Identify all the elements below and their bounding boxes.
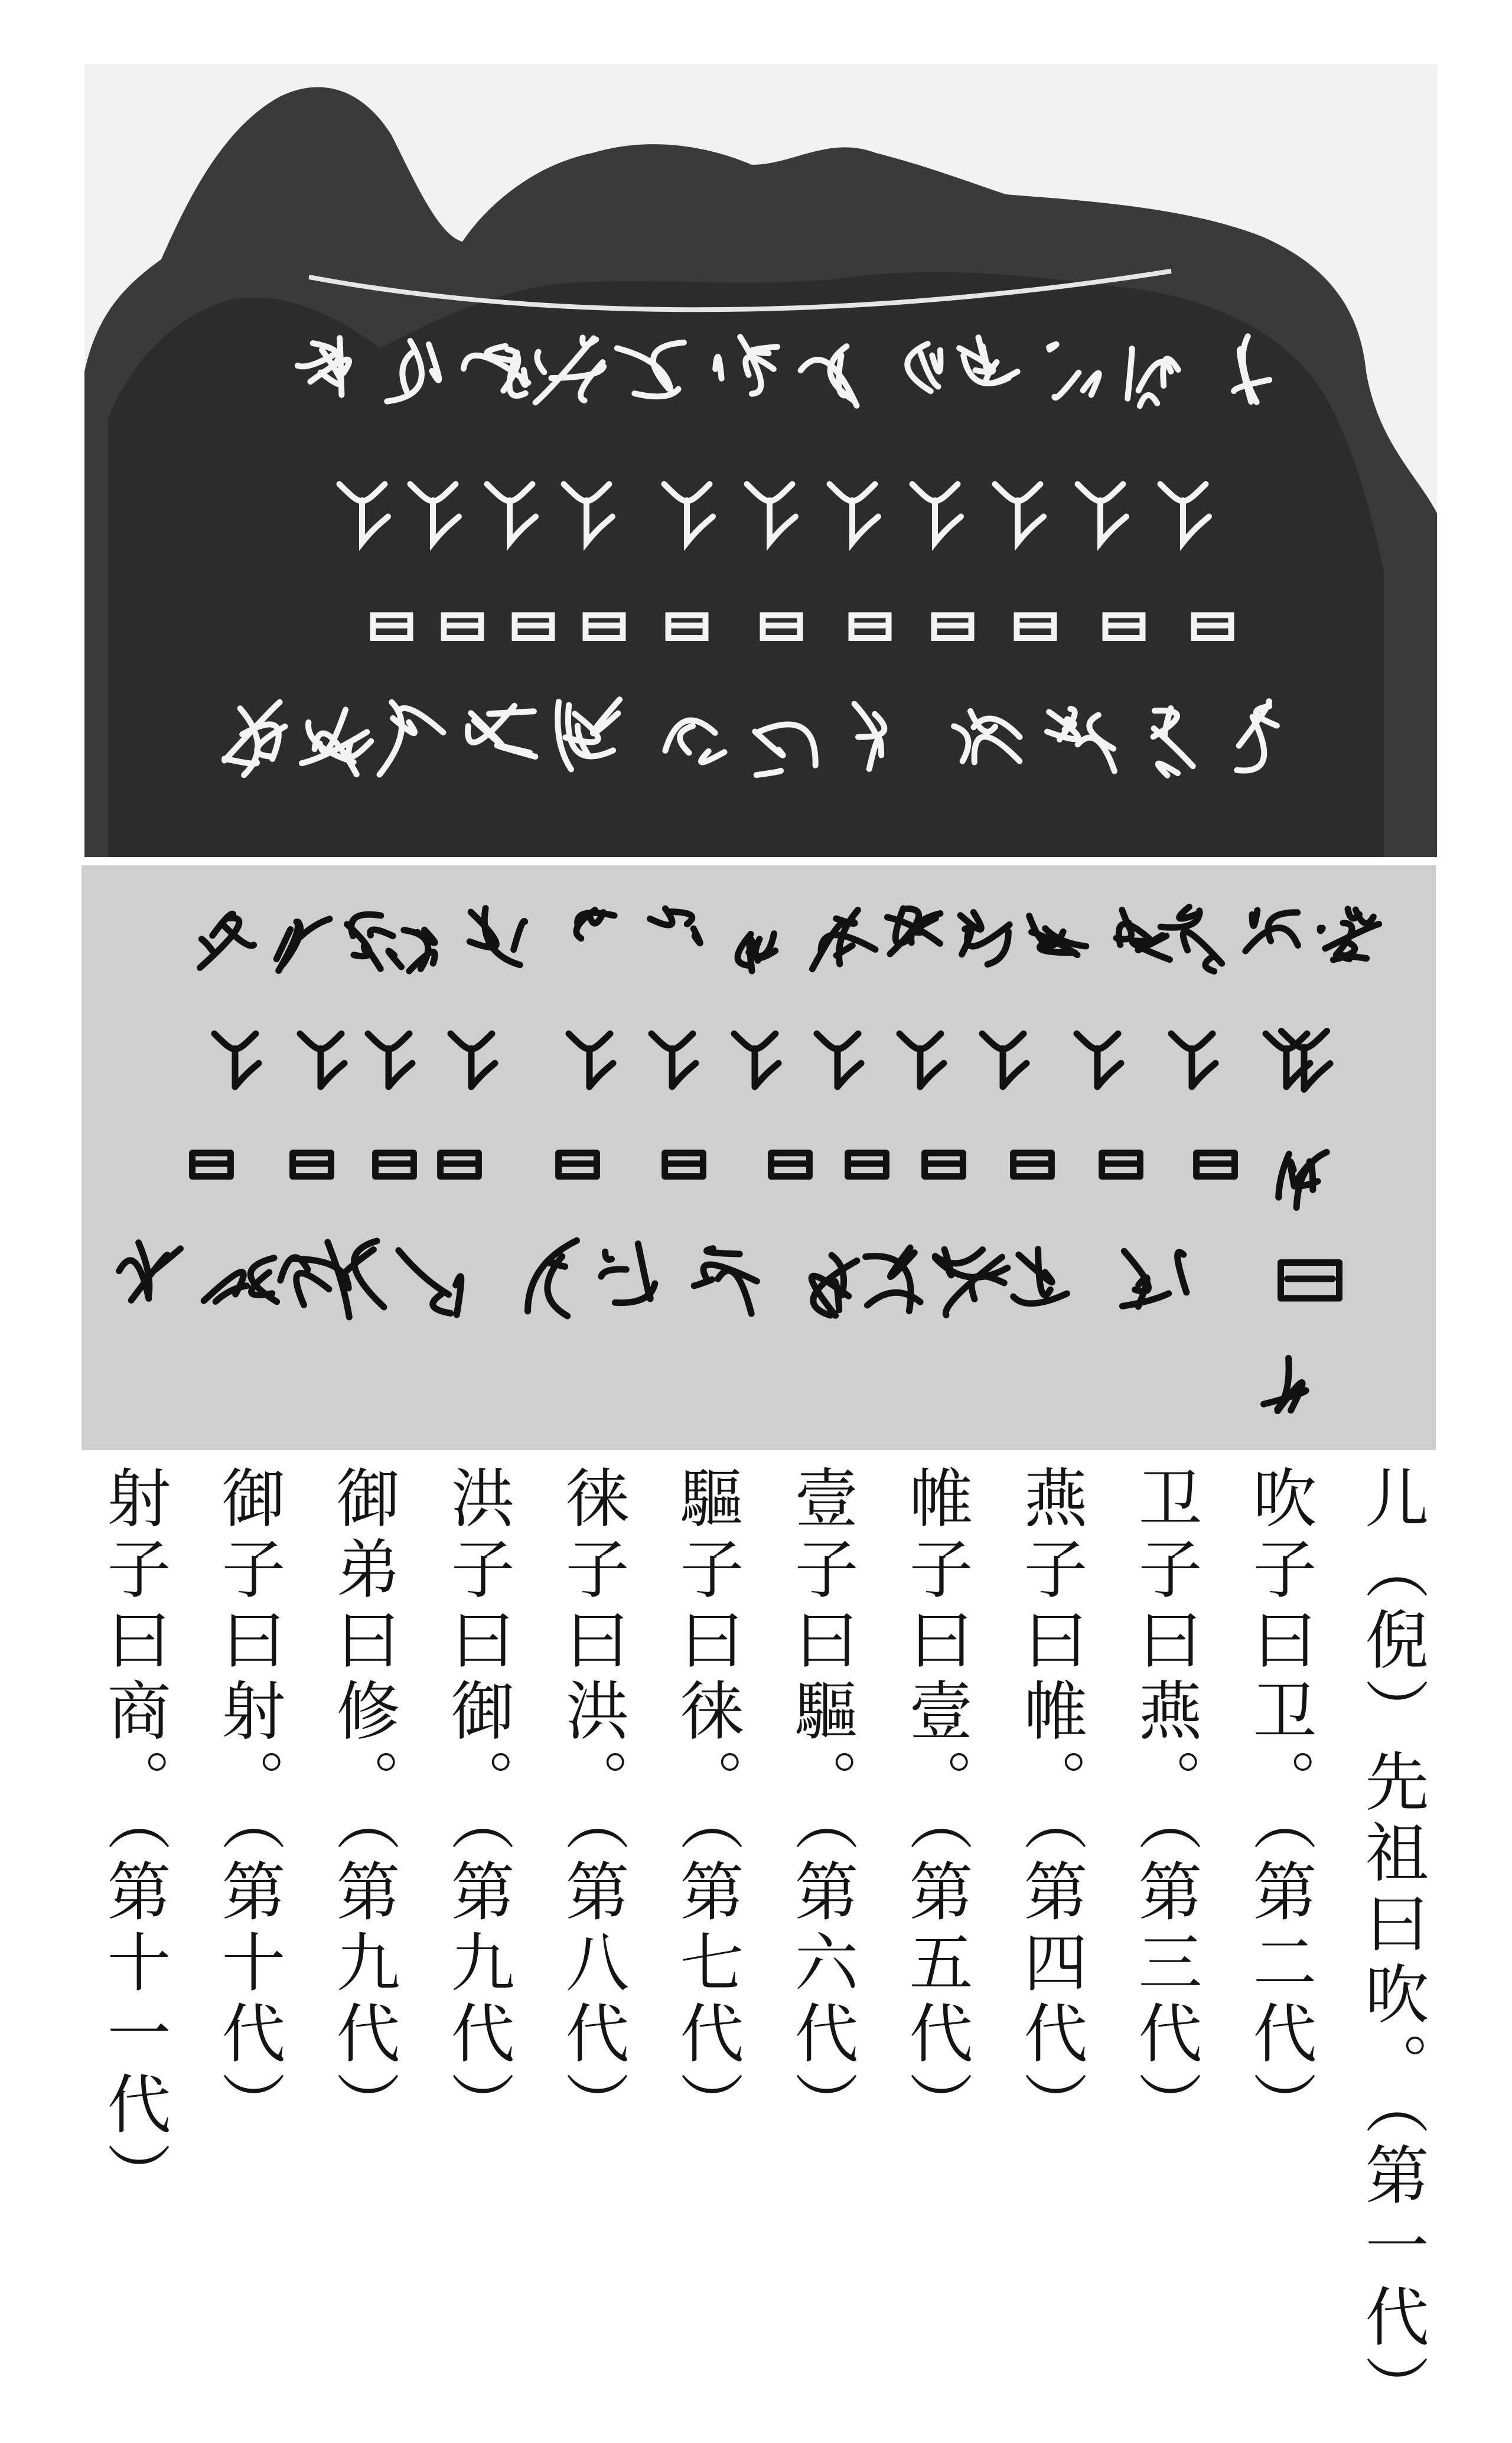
oracle-glyph-icon (119, 1243, 181, 1301)
oracle-glyph-icon (193, 1153, 231, 1177)
oracle-glyph-icon (528, 1240, 577, 1316)
oracle-glyph-icon (214, 1034, 259, 1087)
oracle-glyph-icon (887, 908, 940, 954)
oracle-glyph-icon (1264, 1358, 1306, 1411)
oracle-glyph-icon (368, 1034, 412, 1087)
oracle-glyph-icon (576, 910, 614, 939)
oracle-glyph-icon (204, 1258, 276, 1302)
oracle-glyph-icon (451, 1034, 495, 1087)
oracle-glyph-icon (1197, 1153, 1235, 1177)
oracle-glyph-icon (900, 1034, 944, 1087)
inscription-photo (84, 64, 1437, 857)
transcription-text (0, 1465, 1512, 2425)
oracle-glyph-icon (982, 1034, 1027, 1087)
oracle-glyph-icon (569, 1034, 613, 1087)
oracle-glyph-icon (1102, 1153, 1140, 1177)
oracle-glyph-icon (441, 1153, 479, 1177)
oracle-glyph-icon (817, 1034, 861, 1087)
oracle-glyph-icon (601, 1244, 655, 1303)
oracle-bone-photo-icon (84, 64, 1437, 857)
oracle-glyph-icon (200, 914, 254, 968)
oracle-glyph-icon (1116, 910, 1169, 960)
transcription-column-11: 御子曰射。（第十代） (211, 1465, 285, 2142)
oracle-glyph-icon (1246, 910, 1298, 951)
oracle-glyph-icon (293, 1153, 331, 1177)
oracle-glyph-icon (734, 1034, 778, 1087)
oracle-bone-tracing-icon (82, 865, 1436, 1450)
transcription-column-4: 燕子曰帷。（第四代） (1013, 1465, 1087, 2142)
oracle-glyph-icon (328, 1241, 384, 1317)
oracle-glyph-icon (1014, 1249, 1067, 1304)
transcription-column-8: 徕子曰洪。（第八代） (555, 1465, 628, 2142)
oracle-glyph-icon (376, 1153, 414, 1177)
oracle-glyph-icon (738, 934, 775, 971)
oracle-glyph-icon (960, 913, 1009, 965)
oracle-glyph-icon (470, 908, 524, 965)
oracle-glyph-icon (665, 1153, 703, 1177)
oracle-glyph-icon (399, 1250, 461, 1315)
oracle-glyph-icon (694, 1249, 757, 1314)
transcription-column-6: 壹子曰驅。（第六代） (784, 1465, 858, 2142)
oracle-glyph-icon (300, 1034, 344, 1087)
oracle-glyph-icon (1171, 1034, 1216, 1087)
oracle-glyph-icon (771, 1153, 810, 1177)
oracle-glyph-icon (559, 1153, 597, 1177)
oracle-glyph-icon (935, 1249, 1007, 1315)
oracle-glyph-icon (812, 1255, 857, 1315)
oracle-glyph-icon (276, 919, 330, 971)
transcription-column-12: 射子曰商。（第十一代） (96, 1465, 170, 2213)
oracle-glyph-icon (848, 1153, 887, 1177)
oracle-glyph-icon (925, 1153, 963, 1177)
oracle-glyph-icon (404, 930, 435, 971)
transcription-column-9: 洪子曰御。（第九代） (440, 1465, 514, 2142)
oracle-glyph-icon (1281, 1263, 1340, 1299)
oracle-glyph-icon (650, 908, 700, 943)
oracle-glyph-icon (812, 910, 875, 969)
transcription-column-1: 儿（倪）先祖曰吹。（第一代） (1354, 1465, 1428, 2425)
oracle-glyph-icon (1279, 1152, 1327, 1208)
oracle-glyph-icon (651, 1034, 696, 1087)
transcription-column-2: 吹子曰卫。（第二代） (1242, 1465, 1316, 2142)
transcription-column-10: 御弟曰修。（第九代） (325, 1465, 399, 2142)
oracle-glyph-icon (1014, 1153, 1052, 1177)
oracle-glyph-icon (1029, 916, 1086, 955)
transcription-column-5: 帷子曰壹。（第五代） (898, 1465, 972, 2142)
transcription-column-7: 驅子曰徕。（第七代） (669, 1465, 743, 2142)
inscription-tracing (82, 865, 1436, 1450)
oracle-glyph-icon (347, 914, 402, 969)
oracle-glyph-icon (866, 1247, 921, 1311)
transcription-column-3: 卫子曰燕。（第三代） (1128, 1465, 1201, 2142)
oracle-glyph-icon (1122, 1251, 1186, 1307)
oracle-glyph-icon (1077, 1034, 1121, 1087)
